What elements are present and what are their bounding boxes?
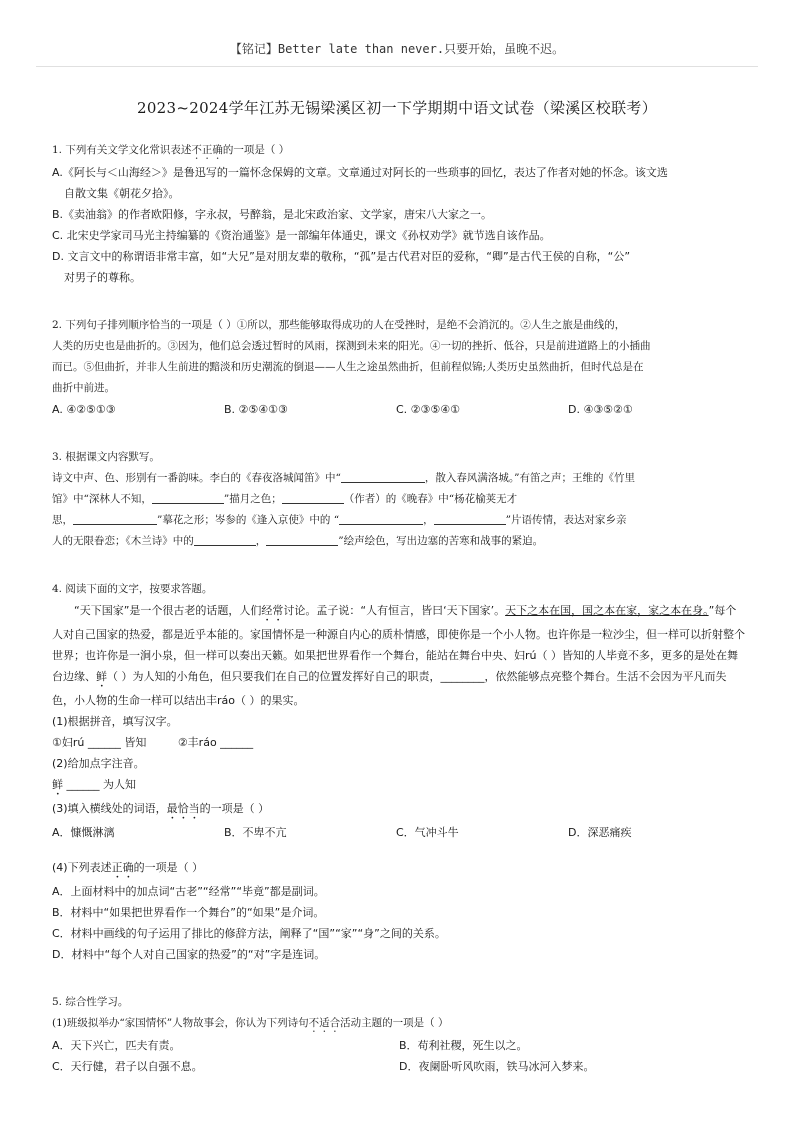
- q5-stem: 5. 综合性学习。: [52, 996, 129, 1008]
- q4-sub-3-emphasis: 最恰当: [166, 802, 200, 815]
- q3-text: ，: [255, 535, 267, 547]
- fill-blank[interactable]: [434, 512, 506, 525]
- q4-sub-4-option-b: B．材料中“如果把世界看作一个舞台”的“如果”是介词。: [52, 906, 325, 919]
- q3-text: （作者）的《晚春》中“杨花榆荚无才: [343, 493, 518, 505]
- q3-text: ”摹花之形；岑参的《逢入京使》中的 “: [157, 514, 340, 526]
- q4-option-c: C．气冲斗牛: [396, 826, 459, 839]
- q4-sub-4-tail: 的一项是（ ）: [133, 861, 204, 874]
- q1-option-a-cont: 自散文集《朝花夕拾》。: [64, 187, 180, 200]
- fill-blank[interactable]: [282, 491, 344, 504]
- q2-options: [52, 399, 746, 420]
- q4-sub-4-emphasis: 正确: [111, 861, 134, 874]
- q5-options-row-1: [52, 1035, 746, 1056]
- q2-option-c: C. ②③⑤④①: [396, 403, 460, 416]
- q3-line-5: [52, 531, 746, 552]
- question-2: [52, 315, 746, 420]
- q4-passage-underlined: 天下之本在国，国之本在家，家之本在身。: [505, 604, 709, 617]
- q5-sub-1-text: (1)班级拟举办“家国情怀”人物故事会，你认为下列诗句: [52, 1017, 309, 1029]
- q4-sub-4-option-d: D．材料中“每个人对自己国家的热爱”的“对”字是连词。: [52, 948, 326, 961]
- q1-option-a: A.《阿长与＜山海经＞》是鲁迅写的一篇怀念保姆的文章。文章通过对阿长的一些琐事的回忆，表达了作者对她的怀念。该文选: [52, 166, 668, 179]
- q4-passage: [52, 600, 746, 711]
- q4-option-d: D．深恶痛疾: [568, 826, 632, 839]
- q5-option-c: C．天行健，君子以自强不息。: [52, 1060, 203, 1073]
- q1-stem-text: 1. 下列有关文学文化常识表述: [52, 144, 192, 156]
- q4-sub-4-option-c: C．材料中画线的句子运用了排比的修辞方法，阐释了“国”“家”“身”之间的关系。: [52, 927, 446, 940]
- q2-line-2: 人类的历史也是曲折的。③因为，他们总会透过暂时的风雨，探测到未来的阳光。④一切的挫折、低谷，只是前进道路上的小插曲: [52, 340, 651, 352]
- q5-option-a: A．天下兴亡，匹夫有责。: [52, 1039, 181, 1052]
- q3-stem: 3. 根据课文内容默写。: [52, 451, 160, 463]
- q2-option-d: D. ④③⑤②①: [568, 403, 633, 416]
- q4-passage-text: （ ）为人知的小角色，但只要我们在自己的位置发挥好自己的职责，________，依然能够点亮整个舞台。生活不会因为平凡而失色，小人物的生命一样可以结出丰ráo（ ）的果实。: [52, 670, 727, 707]
- fill-blank[interactable]: [339, 512, 423, 525]
- q4-sub-3-tail: 的一项是（ ）: [199, 802, 270, 815]
- q4-sub-4-text: (4)下列表述: [52, 861, 112, 874]
- q4-sub-2-text: ______ 为人知: [63, 778, 136, 791]
- q4-stem: 4. 阅读下面的文字，按要求答题。: [52, 583, 213, 595]
- q4-sub-1: (1)根据拼音，填写汉字。: [52, 715, 178, 728]
- q3-text: 思，: [52, 514, 73, 526]
- question-5: [52, 992, 746, 1077]
- header-divider: [36, 66, 758, 67]
- q1-option-d-cont: 对男子的尊称。: [64, 271, 141, 284]
- q3-text: ，: [423, 514, 434, 526]
- q1-option-d: D. 文言文中的称谓语非常丰富，如“大兄”是对朋友辈的敬称，“孤”是古代君对臣的爱称，“卿”是古代王侯的自称，“公”: [52, 250, 631, 263]
- fill-blank[interactable]: [73, 512, 157, 525]
- q3-line-3: [52, 489, 746, 510]
- fill-blank[interactable]: [152, 491, 224, 504]
- question-1: [52, 140, 746, 288]
- exam-content: [52, 140, 746, 1104]
- q2-option-b: B. ②⑤④①③: [224, 403, 288, 416]
- q4-passage-emphasis: 经常: [261, 604, 284, 617]
- question-4: [52, 579, 746, 965]
- q3-line-2: [52, 468, 746, 489]
- q1-option-c: C. 北宋史学家司马光主持编纂的《资治通鉴》是一部编年体通史，课文《孙权劝学》就节选自该作品。: [52, 229, 551, 242]
- q1-stem-emphasis: 不正确: [191, 144, 223, 156]
- q3-text: 人的无限眷恋；《木兰诗》中的: [52, 535, 194, 547]
- q4-option-b: B．不卑不亢: [224, 826, 287, 839]
- q2-line-4: 曲折中前进。: [52, 382, 115, 394]
- q4-sub-3-text: (3)填入横线处的词语，: [52, 802, 167, 815]
- q3-text: ，散入春风满洛城。”有笛之声；王维的《竹里: [424, 472, 635, 484]
- q4-sub-4-option-a: A．上面材料中的加点词“古老”“经常”“毕竟”都是副词。: [52, 885, 325, 898]
- fill-blank[interactable]: [341, 470, 425, 483]
- fill-blank[interactable]: [266, 533, 338, 546]
- question-3: [52, 447, 746, 552]
- q3-text: 馆》中“深林人不知，: [52, 493, 152, 505]
- q4-sub-2: (2)给加点字注音。: [52, 757, 145, 770]
- q4-passage-text: 讨论。孟子说：“人有恒言，皆曰‘天下国家’。: [283, 604, 506, 617]
- exam-title: 2023~2024学年江苏无锡梁溪区初一下学期期中语文试卷（梁溪区校联考）: [136, 99, 658, 117]
- q5-sub-1-emphasis: 不适合: [308, 1017, 341, 1029]
- q3-text: ”描月之色；: [223, 493, 282, 505]
- q2-option-a: A. ④②⑤①③: [52, 403, 116, 416]
- q5-sub-1-tail: 活动主题的一项是（ ）: [340, 1017, 449, 1029]
- q3-text: 诗文中声、色、形别有一番韵味。李白的《春夜洛城闻笛》中“: [52, 472, 341, 484]
- q4-option-a: A．慷慨淋漓: [52, 826, 115, 839]
- header-motto: 【铭记】Better late than never.只要开始，虽晚不迟。: [229, 42, 565, 56]
- q4-passage-text: “天下国家”是一个很古老的话题，人们: [74, 604, 262, 617]
- q4-sub-3: [52, 798, 746, 822]
- q1-stem: [52, 140, 746, 162]
- q3-line-4: [52, 510, 746, 531]
- q5-sub-1: [52, 1013, 746, 1035]
- q5-option-d: D．夜阑卧听风吹雨，铁马冰河入梦来。: [399, 1060, 595, 1073]
- q2-line-1: 2. 下列句子排列顺序恰当的一项是（ ）①所以，那些能够取得成功的人在受挫时，是绝不会消沉的。②人生之旅是曲线的，: [52, 319, 626, 331]
- q4-sub-3-options: [52, 822, 746, 843]
- q5-options-row-2: [52, 1056, 746, 1077]
- q4-passage-text: ”每个人对自己国家的热爱，都是近乎本能的。家国情怀是一种源自内心的质朴情感，即使你是一个小人物。也许你是一粒沙尘，但一样可以折射整个世界；也许你是一涧小泉，但一样可以奏出天籁。如果把世界看作一个舞台，能站在舞台中央、妇rú（ ）皆知的人毕竟不多，更多的是处在舞台边缘、: [52, 604, 745, 683]
- q1-stem-tail: 的一项是（ ）: [222, 144, 290, 156]
- q4-sub-4: [52, 857, 746, 881]
- q4-sub-2-emphasis: 鲜: [52, 778, 63, 791]
- q3-text: ”绘声绘色，写出边塞的苦寒和战事的紧迫。: [338, 535, 544, 547]
- fill-blank[interactable]: [194, 533, 256, 546]
- q4-sub-1-answer: ①妇rú ______ 皆知 ②丰ráo ______: [52, 736, 254, 749]
- q3-text: ”片语传情，表达对家乡亲: [505, 514, 627, 526]
- q5-option-b: B．苟利社稷，死生以之。: [399, 1039, 528, 1052]
- q2-line-3: 而已。⑤但曲折，并非人生前进的黯淡和历史潮流的倒退——人生之途虽然曲折，但前程似锦;人类历史虽然曲折，但时代总是在: [52, 361, 644, 373]
- q4-sub-2-answer: [52, 774, 746, 798]
- q1-option-b: B.《卖油翁》的作者欧阳修，字永叔，号醉翁，是北宋政治家、文学家，唐宋八大家之一。: [52, 208, 493, 221]
- q4-passage-emphasis: 鲜: [96, 670, 107, 683]
